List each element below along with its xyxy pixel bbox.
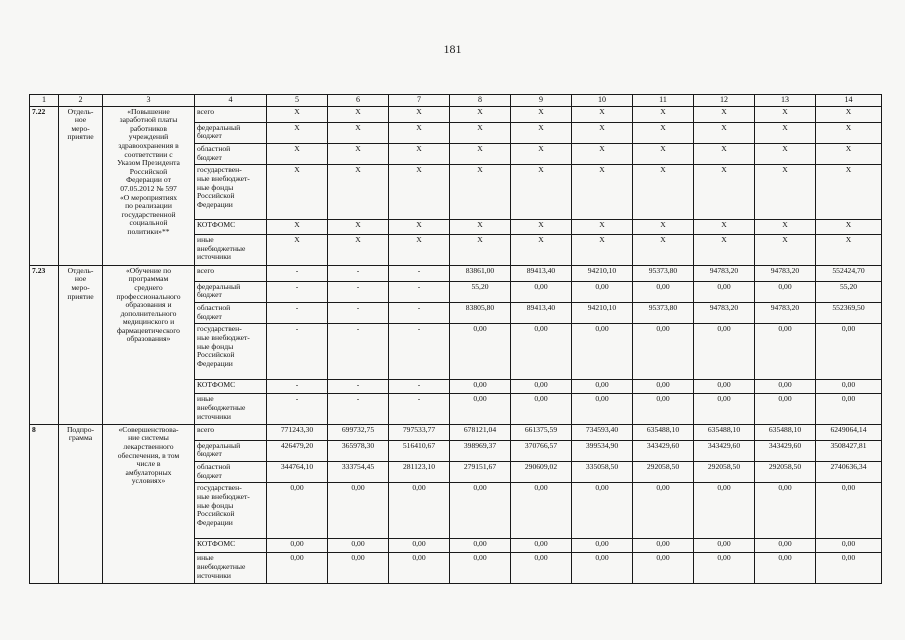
value-cell: 0,00 bbox=[572, 394, 633, 424]
section-type: Отдель- ное меро- приятие bbox=[59, 265, 103, 424]
value-cell: X bbox=[755, 165, 816, 220]
value-cell: 343429,60 bbox=[633, 440, 694, 461]
header-cell: 9 bbox=[511, 95, 572, 107]
value-cell: 0,00 bbox=[450, 394, 511, 424]
header-cell: 11 bbox=[633, 95, 694, 107]
value-cell: 0,00 bbox=[755, 553, 816, 584]
value-cell: X bbox=[328, 143, 389, 164]
funding-source: всего bbox=[195, 424, 267, 440]
value-cell: - bbox=[267, 394, 328, 424]
value-cell: 0,00 bbox=[755, 394, 816, 424]
value-cell: 370766,57 bbox=[511, 440, 572, 461]
value-cell: X bbox=[511, 143, 572, 164]
value-cell: X bbox=[328, 235, 389, 265]
value-cell: 0,00 bbox=[511, 538, 572, 553]
value-cell: X bbox=[450, 106, 511, 122]
value-cell: 0,00 bbox=[389, 553, 450, 584]
value-cell: 0,00 bbox=[633, 483, 694, 538]
value-cell: 292058,50 bbox=[755, 462, 816, 483]
value-cell: X bbox=[755, 106, 816, 122]
value-cell: 0,00 bbox=[755, 483, 816, 538]
value-cell: 0,00 bbox=[572, 538, 633, 553]
section-type: Отдель- ное меро- приятие bbox=[59, 106, 103, 265]
value-cell: X bbox=[267, 143, 328, 164]
value-cell: - bbox=[267, 281, 328, 302]
value-cell: X bbox=[328, 122, 389, 143]
value-cell: - bbox=[267, 303, 328, 324]
value-cell: 94783,20 bbox=[755, 303, 816, 324]
value-cell: X bbox=[267, 165, 328, 220]
value-cell: 426479,20 bbox=[267, 440, 328, 461]
section-type: Подпро- грамма bbox=[59, 424, 103, 583]
value-cell: X bbox=[633, 235, 694, 265]
value-cell: 0,00 bbox=[694, 281, 755, 302]
value-cell: 0,00 bbox=[694, 379, 755, 394]
value-cell: - bbox=[328, 379, 389, 394]
value-cell: 0,00 bbox=[572, 281, 633, 302]
value-cell: 0,00 bbox=[572, 324, 633, 379]
section-name: «Повышение заработной платы работников учреждений здравоохранения в соответствии с Указом Президента Российской Федерации от 07.05.2012 № 597 «О мероприятиях по реализации государственной социальной политики»** bbox=[103, 106, 195, 265]
value-cell: 678121,04 bbox=[450, 424, 511, 440]
value-cell: 0,00 bbox=[694, 538, 755, 553]
value-cell: X bbox=[267, 106, 328, 122]
table-row bbox=[30, 265, 882, 281]
value-cell: 734593,40 bbox=[572, 424, 633, 440]
value-cell: 3508427,81 bbox=[816, 440, 882, 461]
value-cell: X bbox=[755, 122, 816, 143]
section-number: 8 bbox=[30, 424, 59, 583]
section-number: 7.23 bbox=[30, 265, 59, 424]
value-cell: X bbox=[267, 235, 328, 265]
value-cell: X bbox=[572, 235, 633, 265]
value-cell: X bbox=[755, 235, 816, 265]
table-row bbox=[30, 106, 882, 122]
section-name: «Обучение по программам среднего профессионального образования и дополнительного медицинского и фармацевтического образования» bbox=[103, 265, 195, 424]
value-cell: 0,00 bbox=[633, 394, 694, 424]
value-cell: 281123,10 bbox=[389, 462, 450, 483]
value-cell: 635488,10 bbox=[755, 424, 816, 440]
value-cell: X bbox=[511, 165, 572, 220]
funding-source: КОТФОМС bbox=[195, 220, 267, 235]
funding-source: всего bbox=[195, 106, 267, 122]
value-cell: 333754,45 bbox=[328, 462, 389, 483]
value-cell: X bbox=[450, 122, 511, 143]
funding-source: государствен- ные внебюджет- ные фонды Российской Федерации bbox=[195, 483, 267, 538]
value-cell: X bbox=[755, 143, 816, 164]
value-cell: 0,00 bbox=[694, 483, 755, 538]
value-cell: 292058,50 bbox=[694, 462, 755, 483]
value-cell: X bbox=[694, 220, 755, 235]
funding-source: иные внебюджетные источники bbox=[195, 553, 267, 584]
funding-source: областной бюджет bbox=[195, 462, 267, 483]
header-cell: 7 bbox=[389, 95, 450, 107]
value-cell: 95373,80 bbox=[633, 303, 694, 324]
value-cell: 699732,75 bbox=[328, 424, 389, 440]
value-cell: 0,00 bbox=[816, 324, 882, 379]
value-cell: X bbox=[328, 165, 389, 220]
value-cell: 0,00 bbox=[572, 379, 633, 394]
header-cell: 1 bbox=[30, 95, 59, 107]
value-cell: 0,00 bbox=[389, 538, 450, 553]
funding-source: областной бюджет bbox=[195, 303, 267, 324]
value-cell: 343429,60 bbox=[694, 440, 755, 461]
value-cell: 292058,50 bbox=[633, 462, 694, 483]
value-cell: X bbox=[572, 220, 633, 235]
value-cell: X bbox=[816, 220, 882, 235]
value-cell: 0,00 bbox=[511, 281, 572, 302]
header-cell: 10 bbox=[572, 95, 633, 107]
value-cell: 0,00 bbox=[633, 324, 694, 379]
value-cell: 83861,00 bbox=[450, 265, 511, 281]
header-cell: 4 bbox=[195, 95, 267, 107]
value-cell: 0,00 bbox=[267, 553, 328, 584]
value-cell: 0,00 bbox=[694, 553, 755, 584]
value-cell: 0,00 bbox=[755, 324, 816, 379]
value-cell: X bbox=[389, 220, 450, 235]
value-cell: 0,00 bbox=[511, 324, 572, 379]
header-cell: 8 bbox=[450, 95, 511, 107]
value-cell: X bbox=[511, 220, 572, 235]
value-cell: 0,00 bbox=[450, 553, 511, 584]
value-cell: 0,00 bbox=[633, 538, 694, 553]
value-cell: 89413,40 bbox=[511, 303, 572, 324]
value-cell: 0,00 bbox=[267, 538, 328, 553]
value-cell: 0,00 bbox=[633, 281, 694, 302]
value-cell: X bbox=[389, 235, 450, 265]
value-cell: X bbox=[572, 165, 633, 220]
header-cell: 12 bbox=[694, 95, 755, 107]
funding-source: федеральный бюджет bbox=[195, 122, 267, 143]
value-cell: X bbox=[450, 235, 511, 265]
value-cell: 0,00 bbox=[511, 379, 572, 394]
value-cell: X bbox=[389, 143, 450, 164]
value-cell: 83805,80 bbox=[450, 303, 511, 324]
value-cell: X bbox=[633, 143, 694, 164]
value-cell: 0,00 bbox=[816, 483, 882, 538]
value-cell: 0,00 bbox=[450, 379, 511, 394]
value-cell: 0,00 bbox=[755, 538, 816, 553]
value-cell: 0,00 bbox=[511, 394, 572, 424]
value-cell: 0,00 bbox=[755, 281, 816, 302]
value-cell: X bbox=[816, 106, 882, 122]
value-cell: X bbox=[633, 165, 694, 220]
value-cell: - bbox=[389, 303, 450, 324]
value-cell: 0,00 bbox=[511, 483, 572, 538]
value-cell: X bbox=[267, 220, 328, 235]
value-cell: X bbox=[328, 106, 389, 122]
table-row bbox=[30, 424, 882, 440]
value-cell: X bbox=[389, 122, 450, 143]
value-cell: 95373,80 bbox=[633, 265, 694, 281]
header-cell: 5 bbox=[267, 95, 328, 107]
value-cell: 0,00 bbox=[816, 379, 882, 394]
value-cell: X bbox=[450, 220, 511, 235]
value-cell: 290609,02 bbox=[511, 462, 572, 483]
section-number: 7.22 bbox=[30, 106, 59, 265]
value-cell: 0,00 bbox=[267, 483, 328, 538]
funding-source: областной бюджет bbox=[195, 143, 267, 164]
value-cell: 0,00 bbox=[816, 538, 882, 553]
value-cell: 635488,10 bbox=[633, 424, 694, 440]
value-cell: X bbox=[694, 143, 755, 164]
value-cell: X bbox=[389, 165, 450, 220]
header-cell: 3 bbox=[103, 95, 195, 107]
funding-source: федеральный бюджет bbox=[195, 440, 267, 461]
value-cell: X bbox=[572, 106, 633, 122]
value-cell: 797533,77 bbox=[389, 424, 450, 440]
header-cell: 2 bbox=[59, 95, 103, 107]
value-cell: X bbox=[450, 165, 511, 220]
value-cell: 0,00 bbox=[694, 394, 755, 424]
value-cell: 0,00 bbox=[450, 538, 511, 553]
funding-source: государствен- ные внебюджет- ные фонды Российской Федерации bbox=[195, 324, 267, 379]
value-cell: 0,00 bbox=[755, 379, 816, 394]
value-cell: 0,00 bbox=[633, 379, 694, 394]
value-cell: 94210,10 bbox=[572, 265, 633, 281]
value-cell: X bbox=[633, 106, 694, 122]
value-cell: 398969,37 bbox=[450, 440, 511, 461]
value-cell: 335058,50 bbox=[572, 462, 633, 483]
value-cell: - bbox=[389, 394, 450, 424]
value-cell: 0,00 bbox=[633, 553, 694, 584]
section-name: «Совершенствова- ние системы лекарственного обеспечения, в том числе в амбулаторных условиях» bbox=[103, 424, 195, 583]
value-cell: 0,00 bbox=[328, 553, 389, 584]
funding-source: государствен- ные внебюджет- ные фонды Российской Федерации bbox=[195, 165, 267, 220]
value-cell: 0,00 bbox=[816, 553, 882, 584]
value-cell: X bbox=[816, 143, 882, 164]
value-cell: 552369,50 bbox=[816, 303, 882, 324]
value-cell: 94210,10 bbox=[572, 303, 633, 324]
value-cell: 0,00 bbox=[328, 483, 389, 538]
value-cell: 661375,59 bbox=[511, 424, 572, 440]
value-cell: - bbox=[389, 324, 450, 379]
value-cell: X bbox=[694, 106, 755, 122]
funding-source: федеральный бюджет bbox=[195, 281, 267, 302]
value-cell: - bbox=[267, 324, 328, 379]
value-cell: X bbox=[633, 122, 694, 143]
value-cell: 0,00 bbox=[816, 394, 882, 424]
value-cell: 0,00 bbox=[694, 324, 755, 379]
value-cell: 635488,10 bbox=[694, 424, 755, 440]
value-cell: X bbox=[816, 235, 882, 265]
header-cell: 13 bbox=[755, 95, 816, 107]
value-cell: - bbox=[328, 281, 389, 302]
value-cell: 6249064,14 bbox=[816, 424, 882, 440]
value-cell: X bbox=[694, 165, 755, 220]
value-cell: 55,20 bbox=[450, 281, 511, 302]
value-cell: 0,00 bbox=[328, 538, 389, 553]
value-cell: 344764,10 bbox=[267, 462, 328, 483]
value-cell: 279151,67 bbox=[450, 462, 511, 483]
value-cell: 0,00 bbox=[450, 483, 511, 538]
value-cell: - bbox=[328, 324, 389, 379]
value-cell: - bbox=[267, 379, 328, 394]
value-cell: - bbox=[267, 265, 328, 281]
value-cell: X bbox=[511, 106, 572, 122]
header-cell: 14 bbox=[816, 95, 882, 107]
value-cell: X bbox=[816, 165, 882, 220]
value-cell: 516410,67 bbox=[389, 440, 450, 461]
value-cell: - bbox=[328, 394, 389, 424]
value-cell: X bbox=[267, 122, 328, 143]
funding-source: всего bbox=[195, 265, 267, 281]
value-cell: - bbox=[328, 303, 389, 324]
funding-source: иные внебюджетные источники bbox=[195, 235, 267, 265]
value-cell: 94783,20 bbox=[694, 303, 755, 324]
value-cell: X bbox=[450, 143, 511, 164]
value-cell: 0,00 bbox=[389, 483, 450, 538]
value-cell: X bbox=[511, 122, 572, 143]
value-cell: X bbox=[389, 106, 450, 122]
value-cell: 2740636,34 bbox=[816, 462, 882, 483]
value-cell: 771243,30 bbox=[267, 424, 328, 440]
value-cell: X bbox=[755, 220, 816, 235]
value-cell: 89413,40 bbox=[511, 265, 572, 281]
page-number: 181 bbox=[443, 42, 462, 56]
value-cell: 0,00 bbox=[572, 483, 633, 538]
funding-source: КОТФОМС bbox=[195, 538, 267, 553]
funding-source: КОТФОМС bbox=[195, 379, 267, 394]
value-cell: 0,00 bbox=[572, 553, 633, 584]
value-cell: - bbox=[389, 265, 450, 281]
value-cell: X bbox=[572, 122, 633, 143]
value-cell: 552424,70 bbox=[816, 265, 882, 281]
value-cell: X bbox=[572, 143, 633, 164]
budget-table bbox=[29, 94, 882, 584]
value-cell: - bbox=[389, 379, 450, 394]
funding-source: иные внебюджетные источники bbox=[195, 394, 267, 424]
header-row bbox=[30, 95, 882, 107]
value-cell: 399534,90 bbox=[572, 440, 633, 461]
value-cell: X bbox=[633, 220, 694, 235]
header-cell: 6 bbox=[328, 95, 389, 107]
value-cell: X bbox=[328, 220, 389, 235]
value-cell: 365978,30 bbox=[328, 440, 389, 461]
value-cell: - bbox=[389, 281, 450, 302]
value-cell: 0,00 bbox=[511, 553, 572, 584]
value-cell: X bbox=[511, 235, 572, 265]
value-cell: 55,20 bbox=[816, 281, 882, 302]
value-cell: 94783,20 bbox=[755, 265, 816, 281]
value-cell: 343429,60 bbox=[755, 440, 816, 461]
value-cell: X bbox=[816, 122, 882, 143]
value-cell: X bbox=[694, 235, 755, 265]
value-cell: 94783,20 bbox=[694, 265, 755, 281]
value-cell: - bbox=[328, 265, 389, 281]
value-cell: X bbox=[694, 122, 755, 143]
value-cell: 0,00 bbox=[450, 324, 511, 379]
